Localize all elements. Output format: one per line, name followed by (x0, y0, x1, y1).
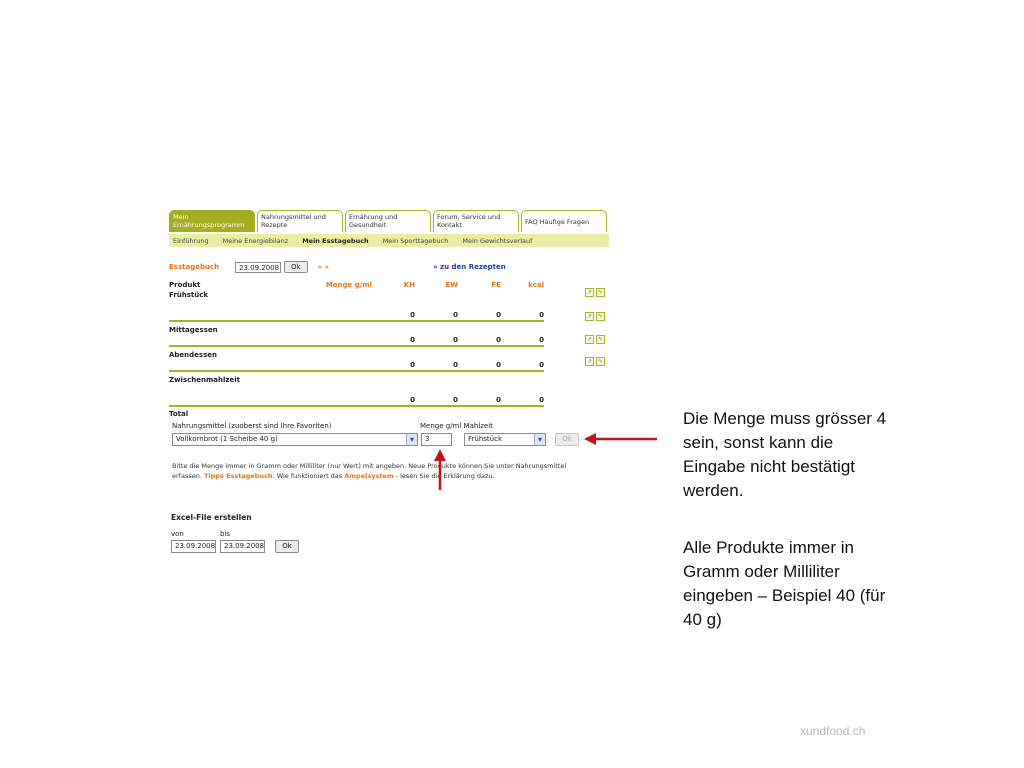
hint-text-b: . Wie funktioniert das (272, 472, 345, 480)
recipes-link[interactable]: » zu den Rezepten (433, 263, 506, 271)
tab-nahrungsmittel-rezepte[interactable]: Nahrungsmittel und Rezepte (257, 210, 343, 232)
amount-input[interactable]: 3 (421, 433, 452, 446)
meal-name: Frühstück (169, 291, 209, 299)
kh-value: 0 (372, 395, 415, 406)
amount-meal-label: Menge g/ml Mahlzeit (420, 422, 493, 430)
ew-value: 0 (415, 310, 458, 321)
edit-icon[interactable]: ↗ (586, 289, 593, 296)
kh-value: 0 (372, 335, 415, 346)
kcal-value: 0 (501, 310, 544, 321)
to-date-input[interactable]: 23.09.2008 (220, 540, 265, 553)
copy-icon[interactable]: ✎ (597, 358, 604, 365)
diary-date-input[interactable]: 23.09.2008 (235, 262, 281, 273)
hint-text-c: - lesen Sie die Erklärung dazu. (393, 472, 495, 480)
kcal-value: 0 (501, 335, 544, 346)
copy-icon[interactable]: ✎ (597, 289, 604, 296)
ew-value: 0 (415, 395, 458, 406)
subnav-energiebilanz[interactable]: Meine Energiebilanz (222, 236, 289, 245)
tab-faq[interactable]: FAQ Häufige Fragen (521, 210, 607, 232)
tab-mein-ernaehrungsprogramm[interactable]: Mein Ernährungsprogramm (169, 210, 255, 232)
excel-ok-button[interactable]: Ok (275, 540, 299, 553)
from-label: von (171, 530, 184, 538)
fe-value: 0 (458, 310, 501, 321)
arrow-to-ok-icon (584, 433, 657, 445)
note-menge: Die Menge muss grösser 4 sein, sonst kann die Eingabe nicht bestätigt werden. (683, 409, 887, 500)
diary-date-ok-button[interactable]: Ok (284, 261, 308, 273)
diary-title: Esstagebuch (169, 263, 220, 271)
fe-value: 0 (458, 335, 501, 346)
tab-ernaehrung-gesundheit[interactable]: Ernährung und Gesundheit (345, 210, 431, 232)
col-kh: KH (403, 281, 415, 289)
subnav-esstagebuch[interactable]: Mein Esstagebuch (302, 236, 369, 245)
col-fe: FE (491, 281, 501, 289)
col-product: Produkt (169, 281, 201, 289)
note-gramm: Alle Produkte immer in Gramm oder Milliliter eingeben – Beispiel 40 (für 40 g) (683, 538, 886, 629)
ampelsystem-link[interactable]: Ampelsystem (344, 472, 394, 480)
copy-icon[interactable]: ✎ (597, 336, 604, 343)
excel-title: Excel-File erstellen (171, 513, 252, 522)
edit-icon[interactable]: ↗ (586, 358, 593, 365)
fe-value: 0 (458, 360, 501, 371)
col-amount: Menge g/ml (325, 281, 372, 289)
total-label: Total (169, 410, 189, 418)
meal-name: Abendessen (169, 351, 217, 359)
entry-ok-button[interactable]: Ok (555, 433, 579, 446)
subnav-sporttagebuch[interactable]: Mein Sporttagebuch (382, 236, 449, 245)
tipps-link[interactable]: Tipps Esstagebuch (203, 472, 273, 480)
to-label: bis (220, 530, 231, 538)
footer-brand: xundfood.ch (800, 724, 866, 738)
meal-name: Zwischenmahlzeit (169, 376, 240, 384)
col-ew: EW (445, 281, 458, 289)
subnav-gewichtsverlauf[interactable]: Mein Gewichtsverlauf (462, 236, 533, 245)
meal-select[interactable]: Frühstück ▾ (464, 433, 546, 446)
diary-date-nav[interactable]: « » (317, 263, 330, 271)
ew-value: 0 (415, 335, 458, 346)
edit-icon[interactable]: ↗ (586, 336, 593, 343)
edit-icon[interactable]: ↗ (586, 313, 593, 320)
from-date-input[interactable]: 23.09.2008 (171, 540, 216, 553)
kh-value: 0 (372, 310, 415, 321)
ew-value: 0 (415, 360, 458, 371)
food-label: Nahrungsmittel (zuoberst sind Ihre Favoriten) (172, 422, 332, 430)
copy-icon[interactable]: ✎ (597, 313, 604, 320)
kcal-value: 0 (501, 395, 544, 406)
arrow-to-amount-icon (434, 449, 446, 490)
fe-value: 0 (458, 395, 501, 406)
kh-value: 0 (372, 360, 415, 371)
kcal-value: 0 (501, 360, 544, 371)
col-kcal: kcal (528, 281, 544, 289)
hint-text-a: erfassen. (172, 472, 204, 480)
meal-name: Mittagessen (169, 326, 218, 334)
food-select[interactable]: Vollkornbrot (1 Scheibe 40 g) ▾ (172, 433, 418, 446)
hint-line-1: Bitte die Menge immer in Gramm oder Milliliter (nur Wert) mit angeben. Neue Produkte können Sie unter Nahrungsmittel (172, 462, 567, 470)
subnav-einfuehrung[interactable]: Einführung (173, 236, 209, 245)
tab-forum-service-kontakt[interactable]: Forum, Service und Kontakt (433, 210, 519, 232)
